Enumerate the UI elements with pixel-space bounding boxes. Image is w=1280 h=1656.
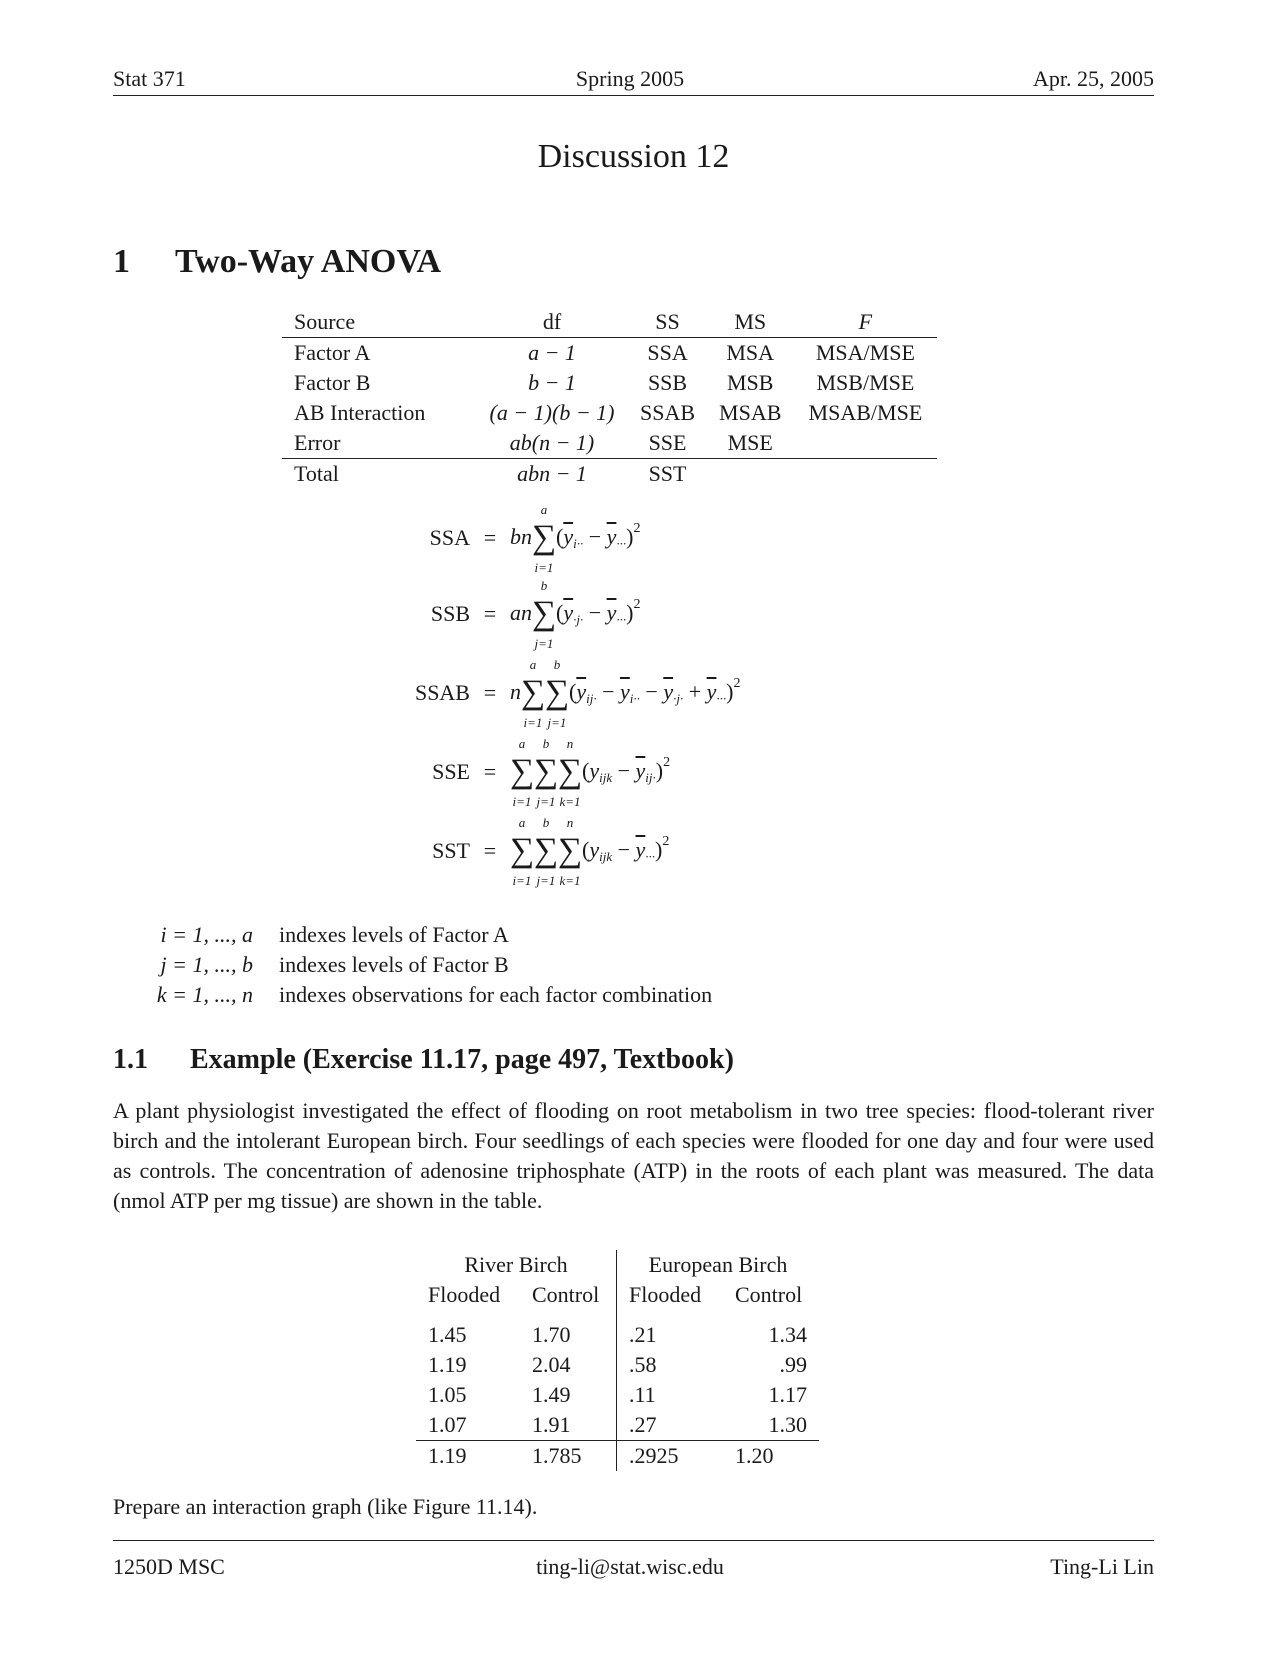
anova-cell: a − 1: [528, 340, 576, 365]
data-cell: 1.34: [768, 1322, 807, 1347]
equation-lhs: SSB: [430, 601, 470, 626]
mean-cell: 1.20: [723, 1441, 819, 1472]
page-title: Discussion 12: [537, 138, 730, 175]
anova-cell: b − 1: [528, 370, 576, 395]
mean-cell: 1.785: [520, 1441, 617, 1472]
subheader-cell: Control: [735, 1282, 803, 1307]
anova-cell: (a − 1)(b − 1): [489, 400, 615, 425]
sum-icon: ∑ n k=1: [558, 736, 583, 810]
table-row: [416, 1350, 819, 1380]
anova-cell: SSE: [648, 430, 687, 455]
equation-sst: [350, 815, 950, 889]
anova-header-ss: SS: [655, 309, 680, 334]
mean-cell: 1.19: [416, 1441, 520, 1472]
subheader-cell: Control: [520, 1280, 617, 1310]
data-cell: 2.04: [520, 1350, 617, 1380]
data-cell: .11: [629, 1382, 656, 1407]
anova-cell: [793, 428, 937, 459]
data-subheader-row: [416, 1280, 819, 1310]
mean-cell: .2925: [617, 1441, 724, 1472]
equation-sse: [350, 736, 950, 810]
anova-cell: abn − 1: [517, 461, 587, 486]
index-var: k = 1, ..., n: [156, 982, 253, 1007]
data-cell: 1.45: [428, 1322, 467, 1347]
header-rule: [113, 95, 1154, 96]
equals-sign: =: [483, 525, 497, 550]
anova-cell: MSB/MSE: [816, 370, 915, 395]
table-row: [416, 1320, 819, 1350]
subheader-cell: Flooded: [629, 1282, 702, 1307]
equation-rhs: an∑ b j=1 $(\overline{y}_{\cdot j\cdot} - \overline{y}_{\cdot\cdot\cdot})^2$: [510, 578, 641, 652]
anova-header-ms: MS: [734, 309, 767, 334]
footer-office: 1250D MSC: [113, 1554, 225, 1579]
equation-ssab: [350, 657, 950, 731]
equation-lhs: SSA: [429, 525, 470, 550]
data-cell: .58: [629, 1352, 657, 1377]
header-date: Apr. 25, 2005: [1033, 66, 1154, 91]
anova-row-factor-b: [282, 368, 937, 398]
index-var: i = 1, ..., a: [160, 922, 253, 947]
anova-cell: MSA: [726, 340, 775, 365]
anova-cell: AB Interaction: [294, 400, 426, 425]
subsection-number: 1.1: [113, 1044, 148, 1075]
equation-lhs: SSAB: [414, 680, 470, 705]
anova-cell: SSAB: [640, 400, 696, 425]
anova-cell: MSB: [726, 370, 774, 395]
data-cell: .21: [629, 1322, 657, 1347]
sum-icon: ∑ b j=1: [532, 578, 557, 652]
coefficient: n: [510, 678, 521, 704]
equals-sign: =: [483, 601, 497, 626]
coefficient: bn: [510, 523, 532, 549]
anova-cell: MSAB/MSE: [808, 400, 923, 425]
equation-rhs: ∑ a i=1 ∑ b j=1 ∑ n k=1 $(y_{ijk} - \overline{y}_{\cdot\cdot\cdot})^2$: [510, 815, 670, 889]
anova-table: [282, 307, 937, 489]
footer-author: Ting-Li Lin: [1050, 1554, 1154, 1579]
sum-icon: ∑ n k=1: [558, 815, 583, 889]
subheader-cell: Flooded: [428, 1282, 501, 1307]
sum-icon: ∑ b j=1: [534, 815, 559, 889]
equals-sign: =: [483, 759, 497, 784]
means-row: [416, 1441, 819, 1472]
anova-cell: ab(n − 1): [509, 430, 595, 455]
sum-icon: ∑ a i=1: [510, 815, 535, 889]
section-title: Two-Way ANOVA: [175, 243, 442, 280]
sum-icon: ∑ a i=1: [510, 736, 535, 810]
coefficient: an: [510, 599, 532, 625]
data-cell: .99: [779, 1352, 807, 1377]
anova-cell: SST: [648, 461, 687, 486]
footer-email: ting-li@stat.wisc.edu: [536, 1554, 724, 1579]
anova-cell: SSA: [647, 340, 688, 365]
anova-row-total: [282, 459, 937, 490]
anova-row-error: [282, 428, 937, 459]
data-cell: 1.17: [768, 1382, 807, 1407]
equation-lhs: SST: [432, 838, 470, 863]
anova-cell: Factor B: [294, 370, 371, 395]
header-term: Spring 2005: [575, 66, 685, 91]
anova-cell: MSAB: [719, 400, 782, 425]
index-row: [113, 980, 712, 1010]
anova-row-interaction: [282, 398, 937, 428]
index-definitions: [113, 920, 712, 1010]
sum-icon: ∑ b j=1: [545, 657, 570, 731]
example-paragraph: A plant physiologist investigated the effect of flooding on root metabolism in two tree species: flood-tolerant river birch and the intolerant European birch. Four seedlings of each species were flooded for one day and four were used as controls. The concentration of adenosine triphosphate (ATP) in the roots of each plant was measured. The data (nmol ATP per mg tissue) are shown in the table.: [113, 1098, 1154, 1213]
group-european-birch: European Birch: [648, 1252, 788, 1277]
table-row: [416, 1380, 819, 1410]
equation-ssb: [350, 578, 950, 652]
anova-row-factor-a: [282, 338, 937, 369]
section-number: 1: [113, 243, 130, 280]
data-group-row: [416, 1250, 819, 1280]
data-cell: 1.91: [520, 1410, 617, 1441]
group-river-birch: River Birch: [416, 1250, 617, 1280]
equation-ssa: [350, 502, 950, 576]
header-course: Stat 371: [113, 66, 186, 91]
anova-cell: Factor A: [294, 340, 371, 365]
equals-sign: =: [483, 838, 497, 863]
table-row: [416, 1410, 819, 1441]
anova-cell: SSB: [647, 370, 688, 395]
index-row: [113, 920, 712, 950]
equation-rhs: n∑ a i=1 ∑ b j=1 $(\overline{y}_{ij\cdot} - \overline{y}_{i\cdot\cdot} - \overline{y}_{\cdot j\cdot} + \overline{y}_{\cdot\cdot\cdot})^2$: [510, 657, 741, 731]
anova-header-f: F: [858, 309, 873, 334]
anova-cell: MSA/MSE: [815, 340, 915, 365]
data-table: [416, 1250, 819, 1471]
anova-header-row: [282, 307, 937, 338]
sum-icon: ∑ a i=1: [521, 657, 546, 731]
anova-cell: MSE: [727, 430, 773, 455]
anova-cell: Total: [294, 461, 339, 486]
sum-icon: ∑ b j=1: [534, 736, 559, 810]
data-cell: 1.19: [428, 1352, 467, 1377]
anova-header-df: df: [542, 309, 562, 334]
index-desc: indexes levels of Factor A: [279, 922, 509, 947]
index-desc: indexes observations for each factor combination: [279, 982, 713, 1007]
anova-cell: [793, 459, 937, 490]
anova-cell: [707, 459, 793, 490]
equals-sign: =: [483, 680, 497, 705]
anova-cell: Error: [294, 430, 341, 455]
equation-lhs: SSE: [432, 759, 470, 784]
data-cell: 1.05: [428, 1382, 467, 1407]
index-row: [113, 950, 712, 980]
equation-rhs: bn∑ a i=1 $(\overline{y}_{i\cdot\cdot} - \overline{y}_{\cdot\cdot\cdot})^2$: [510, 502, 641, 576]
sum-icon: ∑ a i=1: [532, 502, 557, 576]
closing-instruction: Prepare an interaction graph (like Figure 11.14).: [113, 1494, 538, 1519]
index-desc: indexes levels of Factor B: [279, 952, 509, 977]
data-cell: .27: [629, 1412, 657, 1437]
footer-rule: [113, 1540, 1154, 1541]
anova-header-source: Source: [294, 309, 356, 334]
data-cell: 1.30: [768, 1412, 807, 1437]
index-var: j = 1, ..., b: [160, 952, 253, 977]
equation-rhs: ∑ a i=1 ∑ b j=1 ∑ n k=1 $(y_{ijk} - \overline{y}_{ij\cdot})^2$: [510, 736, 671, 810]
subsection-title: Example (Exercise 11.17, page 497, Textbook): [190, 1044, 734, 1075]
data-cell: 1.49: [520, 1380, 617, 1410]
data-cell: 1.07: [428, 1412, 467, 1437]
data-cell: 1.70: [520, 1320, 617, 1350]
